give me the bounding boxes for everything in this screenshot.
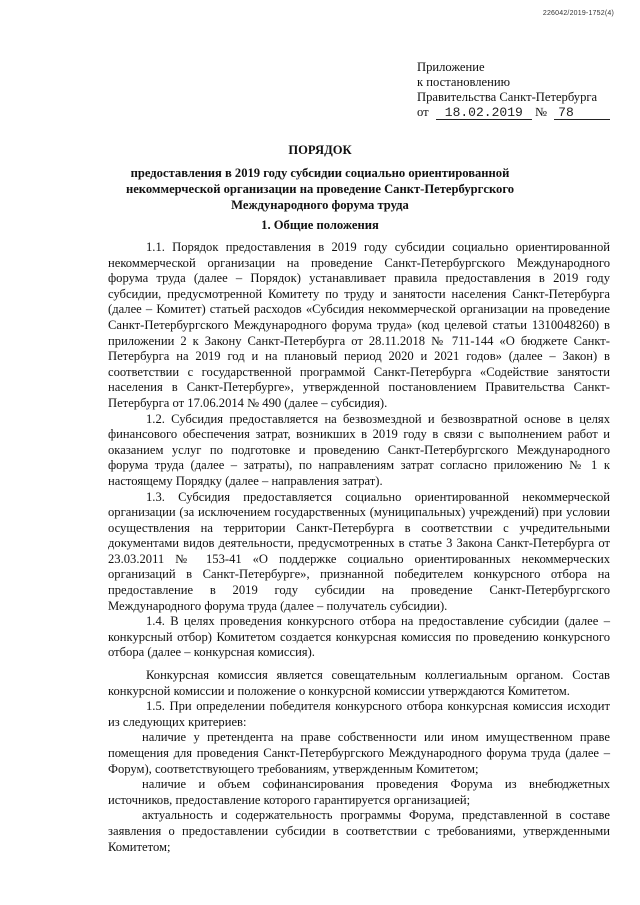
paragraph: 1.5. При определении победителя конкурсного отбора конкурсная комиссия исходит из следующих критериев: — [108, 699, 610, 729]
criterion-item: наличие у претендента на праве собственности или ином имущественном праве помещения для проведения Санкт-Петербургского Международного форума труда (далее –Форум), соответствующего требованиям, утвержденным Комитетом; — [108, 730, 610, 776]
appendix-block — [417, 60, 610, 120]
title-line: предоставления в 2019 году субсидии социально ориентированной — [130, 166, 510, 180]
title-line: некоммерческой организации на проведение Санкт-Петербургского — [125, 182, 515, 196]
appendix-line: Правительства Санкт-Петербурга — [417, 90, 598, 104]
appendix-date-line — [417, 105, 610, 120]
section-heading: 1. Общие положения — [261, 218, 379, 232]
criterion-item: наличие и объем софинансирования проведения Форума из внебюджетных источников, предоставление которого гарантируется организацией; — [108, 777, 610, 807]
from-label: от — [417, 105, 429, 119]
criterion-item: актуальность и содержательность программы Форума, представленной в составе заявления о предоставлении субсидии в соответствии с требованиями, утвержденными Комитетом; — [108, 808, 610, 854]
document-title — [100, 142, 540, 213]
document-body — [108, 240, 610, 855]
title-main: ПОРЯДОК — [288, 143, 352, 157]
decree-number: 78 — [554, 106, 610, 120]
paragraph: 1.1. Порядок предоставления в 2019 году субсидии социально ориентированной некоммерческой организации на проведение Санкт-Петербургского Международного форума труда (далее – Порядок) устанавливает правила предоставления в 2019 году субсидии, предусмотренной Комитету по труду и занятости населения Санкт-Петербурга (далее – Комитет) статьей расходов «Субсидия некоммерческой организации на проведение Санкт-Петербургского Международного форума труда» (код целевой статьи 1310048260) в приложении 2 к Закону Санкт-Петербурга от 28.11.2018 № 711-144 «О бюджете Санкт-Петербурга на 2019 год и на плановый период 2020 и 2021 годов» (далее – Закон) в соответствии с государственной программой Санкт-Петербурга «Содействие занятости населения в Санкт-Петербурге», утвержденной постановлением Правительства Санкт-Петербурга от 17.06.2014 № 490 (далее – субсидия). — [108, 240, 610, 410]
number-label: № — [534, 105, 547, 119]
title-line: Международного форума труда — [231, 198, 409, 212]
document-code: 226042/2019-1752(4) — [542, 10, 614, 17]
paragraph: 1.2. Субсидия предоставляется на безвозмездной и безвозвратной основе в целях финансового обеспечения затрат, возникших в 2019 году в связи с выполнением работ и оказанием услуг по подготовке и проведению Санкт-Петербургского Международного форума труда (далее – затраты), по направлениям затрат согласно приложению № 1 к настоящему Порядку (далее – направления затрат). — [108, 411, 610, 488]
appendix-line: Приложение — [417, 60, 485, 74]
paragraph: 1.4. В целях проведения конкурсного отбора на предоставление субсидии (далее – конкурсный отбор) Комитетом создается конкурсная комиссия по проведению конкурсного отбора (далее – конкурсная комиссия). — [108, 614, 610, 660]
appendix-line: к постановлению — [417, 75, 511, 89]
decree-date: 18.02.2019 — [436, 106, 532, 120]
paragraph: Конкурсная комиссия является совещательным коллегиальным органом. Состав конкурсной комиссии и положение о конкурсной комиссии утверждаются Комитетом. — [108, 668, 610, 698]
paragraph: 1.3. Субсидия предоставляется социально ориентированной некоммерческой организации (за исключением государственных (муниципальных) учреждений) при условии осуществления на территории Санкт-Петербурга в соответствии с учредительными документами видов деятельности, предусмотренных в статье 3 Закона Санкт-Петербурга от 23.03.2011 № 153-41 «О поддержке социально ориентированных некоммерческих организаций в Санкт-Петербурге», признанной победителем конкурсного отбора на предоставление в 2019 году субсидии на проведение Санкт-Петербургского Международного форума труда (далее – получатель субсидии). — [108, 489, 610, 613]
